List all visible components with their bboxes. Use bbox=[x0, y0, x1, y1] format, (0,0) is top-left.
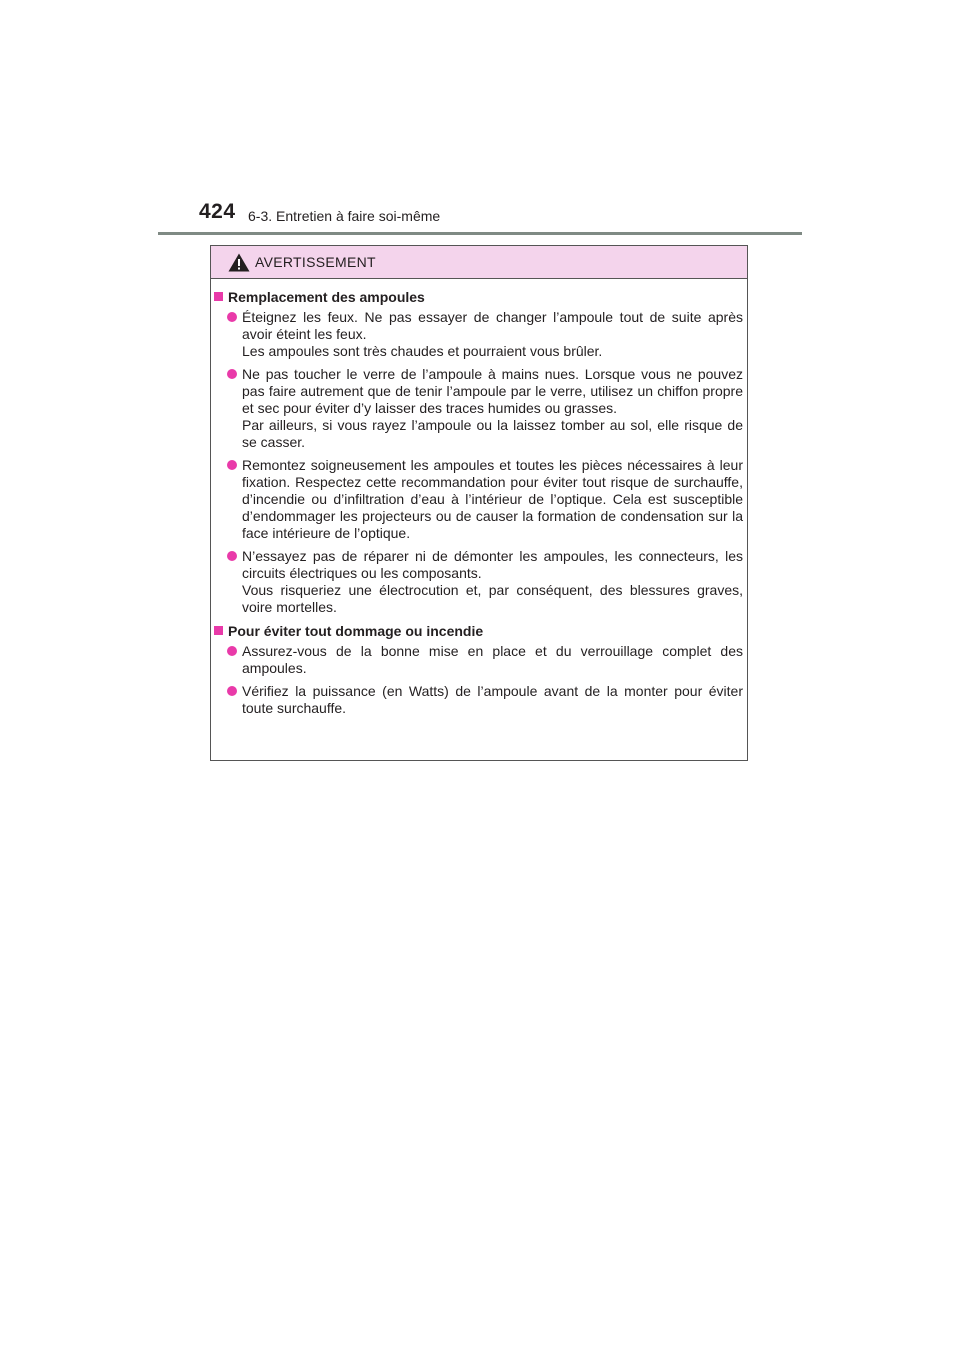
section-heading-bulb-replacement bbox=[214, 288, 747, 306]
section-title: 6-3. Entretien à faire soi-même bbox=[248, 208, 441, 224]
section-heading-damage-fire bbox=[214, 622, 747, 640]
list-item bbox=[242, 548, 743, 616]
list-item bbox=[242, 683, 743, 717]
warning-title: AVERTISSEMENT bbox=[255, 254, 376, 270]
bullet-text: Assurez-vous de la bonne mise en place et du verrouillage complet des ampoules. bbox=[242, 643, 743, 676]
dot-bullet-icon bbox=[227, 312, 237, 322]
bullet-text: Ne pas toucher le verre de l’ampoule à mains nues. Lorsque vous ne pouvez pas faire autrement que de tenir l’ampoule par le verre, utilisez un chiffon propre et sec pour éviter d’y laisser des traces humides ou grasses. bbox=[242, 366, 743, 416]
bullet-text: N’essayez pas de réparer ni de démonter les ampoules, les connecteurs, les circuits électriques ou les composants. bbox=[242, 548, 743, 581]
square-bullet-icon bbox=[214, 292, 223, 301]
section-heading-text: Remplacement des ampoules bbox=[228, 289, 425, 305]
bullet-extra-text: Par ailleurs, si vous rayez l’ampoule ou la laissez tomber au sol, elle risque de se casser. bbox=[242, 417, 743, 450]
list-item bbox=[242, 366, 743, 451]
dot-bullet-icon bbox=[227, 686, 237, 696]
page-number: 424 bbox=[199, 200, 236, 223]
bullet-extra-text: Vous risqueriez une électrocution et, par conséquent, des blessures graves, voire mortelles. bbox=[242, 582, 743, 615]
warning-header bbox=[211, 246, 747, 279]
list-item bbox=[242, 309, 743, 360]
section-heading-text: Pour éviter tout dommage ou incendie bbox=[228, 623, 484, 639]
bullet-extra-text: Les ampoules sont très chaudes et pourraient vous brûler. bbox=[242, 343, 603, 359]
dot-bullet-icon bbox=[227, 646, 237, 656]
square-bullet-icon bbox=[214, 626, 223, 635]
warning-box bbox=[210, 245, 748, 761]
bullet-text: Éteignez les feux. Ne pas essayer de changer l’ampoule tout de suite après avoir éteint les feux. bbox=[242, 309, 743, 342]
list-item bbox=[242, 643, 743, 677]
bullet-text: Remontez soigneusement les ampoules et toutes les pièces nécessaires à leur fixation. Respectez cette recommandation pour éviter tout risque de surchauffe, d’incendie ou d’infiltration d’eau à l’intérieur de l’optique. Cela est susceptible d’endommager les projecteurs ou de causer la formation de condensation sur la face intérieure de l’optique. bbox=[242, 457, 743, 541]
dot-bullet-icon bbox=[227, 551, 237, 561]
warning-body bbox=[211, 288, 747, 723]
header-divider bbox=[158, 232, 802, 235]
dot-bullet-icon bbox=[227, 369, 237, 379]
list-item bbox=[242, 457, 743, 542]
bullet-text: Vérifiez la puissance (en Watts) de l’ampoule avant de la monter pour éviter toute surchauffe. bbox=[242, 683, 743, 716]
warning-triangle-icon bbox=[228, 253, 250, 272]
dot-bullet-icon bbox=[227, 460, 237, 470]
